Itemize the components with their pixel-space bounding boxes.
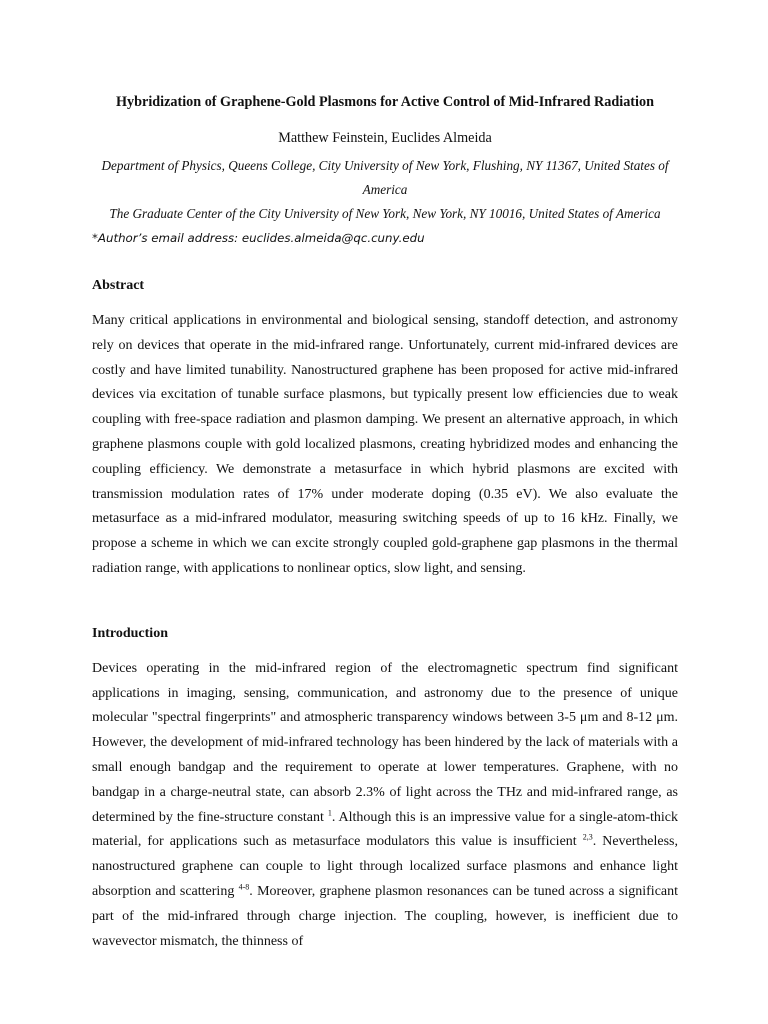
abstract-heading: Abstract bbox=[92, 278, 145, 293]
intro-text-4: . Moreover, graphene plasmon resonances can be tuned across a significant part of the mid-infrared through charge injection. The coupling, however, is inefficient due to wavevector mismatch, the thinness of bbox=[92, 883, 679, 949]
reference-4-8: 4-8 bbox=[238, 882, 250, 892]
paper-page bbox=[92, 88, 678, 968]
affiliation-2: The Graduate Center of the City University of New York, New York, NY 10016, United States of America bbox=[109, 206, 661, 221]
author-list: Matthew Feinstein, Euclides Almeida bbox=[278, 130, 492, 146]
introduction-paragraph bbox=[92, 657, 678, 955]
abstract-paragraph: Many critical applications in environmental and biological sensing, standoff detection, and astronomy rely on devices that operate in the mid-infrared range. Unfortunately, current mid-infrared devices are costly and have limited tunability. Nanostructured graphene has been proposed for active mid-infrared devices via excitation of tunable surface plasmons, but typically present low efficiencies due to weak coupling with free-space radiation and plasmon damping. We present an alternative approach, in which graphene plasmons couple with gold localized plasmons, creating hybridized modes and enhancing the coupling efficiency. We demonstrate a metasurface in which hybrid plasmons are excited with transmission modulation rates of 17% under moderate doping (0.35 eV). We also evaluate the metasurface as a mid-infrared modulator, measuring switching speeds of up to 16 kHz. Finally, we propose a scheme in which we can excite strongly coupled gold-graphene gap plasmons in the thermal radiation range, with applications to nonlinear optics, slow light, and sensing. bbox=[92, 313, 678, 576]
reference-1: 1 bbox=[327, 807, 332, 817]
affiliation-1: Department of Physics, Queens College, City University of New York, Flushing, NY 11367, United States of America bbox=[101, 158, 669, 197]
author-email: *Author’s email address: euclides.almeida@qc.cuny.edu bbox=[92, 231, 425, 245]
intro-text-2: . Although this is an impressive value for a single-atom-thick material, for applications such as metasurface modulators this value is insufficient bbox=[92, 809, 679, 850]
paper-title: Hybridization of Graphene-Gold Plasmons for Active Control of Mid-Infrared Radiation bbox=[116, 94, 654, 110]
introduction-heading: Introduction bbox=[92, 625, 168, 641]
intro-text-3: . Nevertheless, nanostructured graphene can couple to light through localized surface plasmons and enhance light absorption and scattering bbox=[92, 834, 679, 899]
intro-text-1: Devices operating in the mid-infrared region of the electromagnetic spectrum find significant applications in imaging, sensing, communication, and astronomy due to the presence of unique molecular "spectral fingerprints" and atmospheric transparency windows between 3-5 μm and 8-12 μm. However, the development of mid-infrared technology has been hindered by the lack of materials with a small enough bandgap and the requirement to operate at lower temperatures. Graphene, with no bandgap in a charge-neutral state, can absorb 2.3% of light across the THz and mid-infrared range, as determined by the fine-structure constant bbox=[92, 660, 678, 825]
reference-2-3: 2,3 bbox=[582, 832, 593, 842]
